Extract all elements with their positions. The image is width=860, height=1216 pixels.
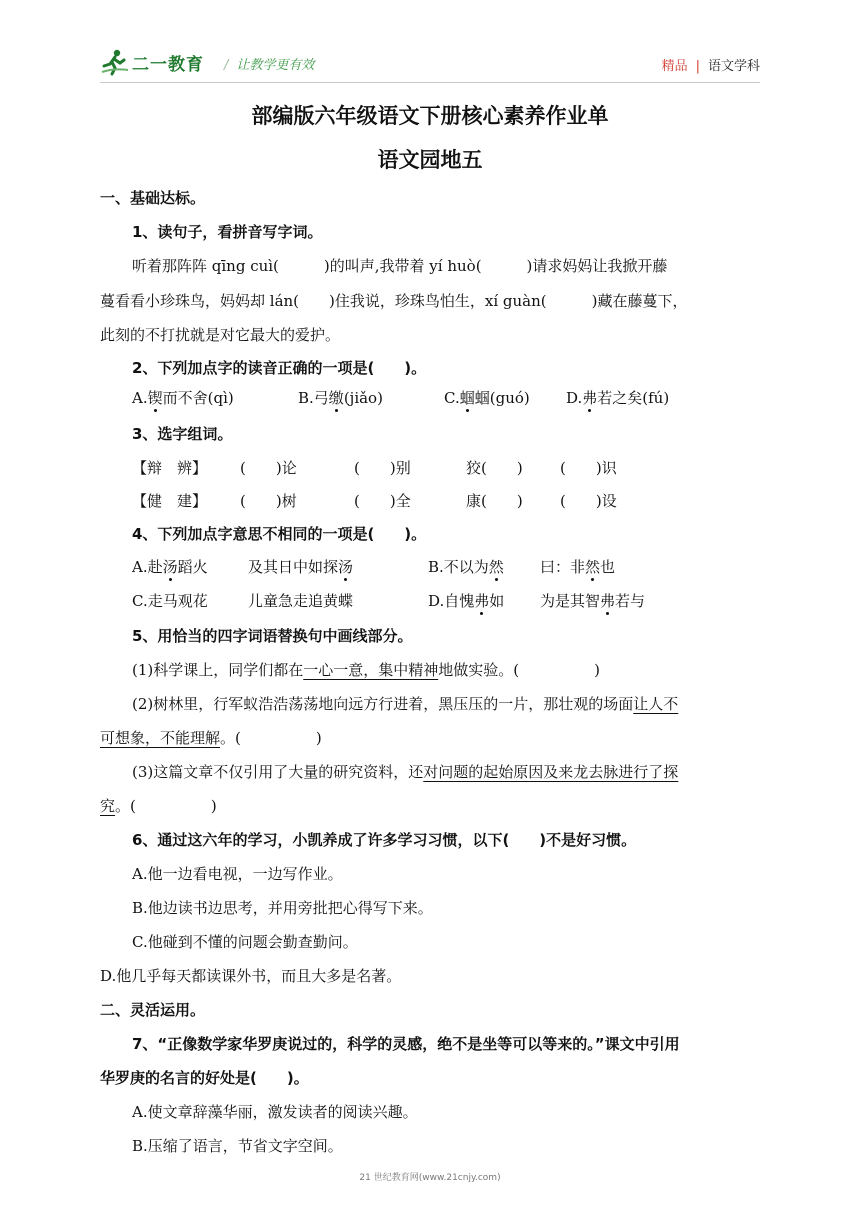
- question-2-heading: 2、下列加点字的读音正确的一项是( )。: [132, 359, 427, 377]
- question-6-option-b: B.他边读书边思考，并用旁批把心得写下来。: [132, 899, 433, 917]
- subject-label: 语文学科: [707, 59, 760, 74]
- page-subtitle: 语文园地五: [377, 148, 483, 172]
- question-1-line-1: 听着那阵阵 qīng cuì( )的叫声,我带着 yí huò( )请求妈妈让我掀开藤: [132, 257, 668, 275]
- question-7-option-b: B.压缩了语言，节省文字空间。: [132, 1137, 343, 1155]
- question-1-heading: 1、读句子，看拼音写字词。: [132, 223, 323, 241]
- question-4-option-c-sentence: 儿童急走追黄蝶: [248, 592, 354, 610]
- question-7-heading-line-2: 华罗庚的名言的好处是( )。: [100, 1069, 309, 1087]
- question-6-option-d: D.他几乎每天都读课外书，而且大多是名著。: [100, 967, 402, 985]
- question-1-line-2: 蔓看看小珍珠鸟，妈妈却 lán( )住我说，珍珠鸟怕生，xí guàn( )藏在藤蔓下，: [100, 292, 688, 310]
- question-4-heading: 4、下列加点字意思不相同的一项是( )。: [132, 525, 427, 543]
- question-3-row-1-blank-3: 狡( ): [466, 459, 523, 477]
- quality-label: 精品: [661, 59, 688, 74]
- section-heading-1: 一、基础达标。: [100, 189, 206, 207]
- question-3-row-1-blank-4: ( )识: [560, 459, 617, 477]
- brand-logo: [100, 48, 204, 76]
- logo-text: 二一教育: [132, 54, 204, 75]
- header-divider: [100, 82, 760, 83]
- header-separator: |: [695, 59, 700, 74]
- question-4-option-b-sentence: 曰：非然也: [540, 558, 616, 576]
- page-header: [100, 48, 760, 80]
- question-3-row-1-label: 【辩 辨】: [132, 459, 208, 477]
- slogan-text: 让教学更有效: [236, 58, 315, 73]
- question-3-row-1-blank-1: ( )论: [240, 459, 297, 477]
- question-2-option-a: A.锲而不舍(qì): [132, 389, 234, 407]
- question-4-option-d-phrase: D.自愧弗如: [428, 592, 505, 610]
- section-heading-2: 二、灵活运用。: [100, 1001, 206, 1019]
- question-4-option-c-phrase: C.走马观花: [132, 592, 208, 610]
- page-title: 部编版六年级语文下册核心素养作业单: [251, 104, 609, 128]
- question-3-row-2-blank-3: 康( ): [466, 492, 523, 510]
- question-1-line-3: 此刻的不打扰就是对它最大的爱护。: [100, 326, 341, 344]
- header-right: [662, 55, 760, 74]
- question-2-option-b: B.弓缴(jiǎo): [298, 389, 383, 407]
- question-3-row-2-label: 【健 建】: [132, 492, 208, 510]
- question-3-row-1-blank-2: ( )别: [354, 459, 411, 477]
- question-6-option-a: A.他一边看电视，一边写作业。: [132, 865, 343, 883]
- question-3-row-2-blank-4: ( )设: [560, 492, 617, 510]
- question-5-sentence-1: (1)科学课上，同学们都在一心一意，集中精神地做实验。( ): [132, 661, 600, 679]
- question-2-option-d: D.弗若之矣(fú): [566, 389, 670, 407]
- question-7-heading-line-1: 7、“正像数学家华罗庚说过的，科学的灵感，绝不是坐等可以等来的。”课文中引用: [132, 1035, 680, 1053]
- header-slogan: / 让教学更有效: [224, 58, 315, 73]
- question-7-option-a: A.使文章辞藻华丽，激发读者的阅读兴趣。: [132, 1103, 418, 1121]
- question-3-row-2-blank-2: ( )全: [354, 492, 411, 510]
- question-5-sentence-3-line-1: (3)这篇文章不仅引用了大量的研究资料，还对问题的起始原因及来龙去脉进行了探: [132, 763, 679, 781]
- question-4-option-d-sentence: 为是其智弗若与: [540, 592, 646, 610]
- question-3-heading: 3、选字组词。: [132, 425, 233, 443]
- question-4-option-a-sentence: 及其日中如探汤: [248, 558, 354, 576]
- question-4-option-a-phrase: A.赴汤蹈火: [132, 558, 208, 576]
- question-5-sentence-3-line-2: 究。( ): [100, 797, 217, 815]
- question-5-heading: 5、用恰当的四字词语替换句中画线部分。: [132, 627, 413, 645]
- question-6-heading: 6、通过这六年的学习，小凯养成了许多学习习惯，以下( )不是好习惯。: [132, 831, 637, 849]
- page-footer: 21 世纪教育网(www.21cnjy.com): [359, 1173, 501, 1183]
- question-5-sentence-2-line-2: 可想象，不能理解。( ): [100, 729, 322, 747]
- question-4-option-b-phrase: B.不以为然: [428, 558, 504, 576]
- question-5-sentence-2-line-1: (2)树林里，行军蚁浩浩荡荡地向远方行进着，黑压压的一片，那壮观的场面让人不: [132, 695, 679, 713]
- question-3-row-2-blank-1: ( )树: [240, 492, 297, 510]
- running-figure-logo-icon: [100, 48, 130, 76]
- question-2-option-c: C.蝈蝈(guó): [444, 389, 530, 407]
- question-6-option-c: C.他碰到不懂的问题会勤查勤问。: [132, 933, 358, 951]
